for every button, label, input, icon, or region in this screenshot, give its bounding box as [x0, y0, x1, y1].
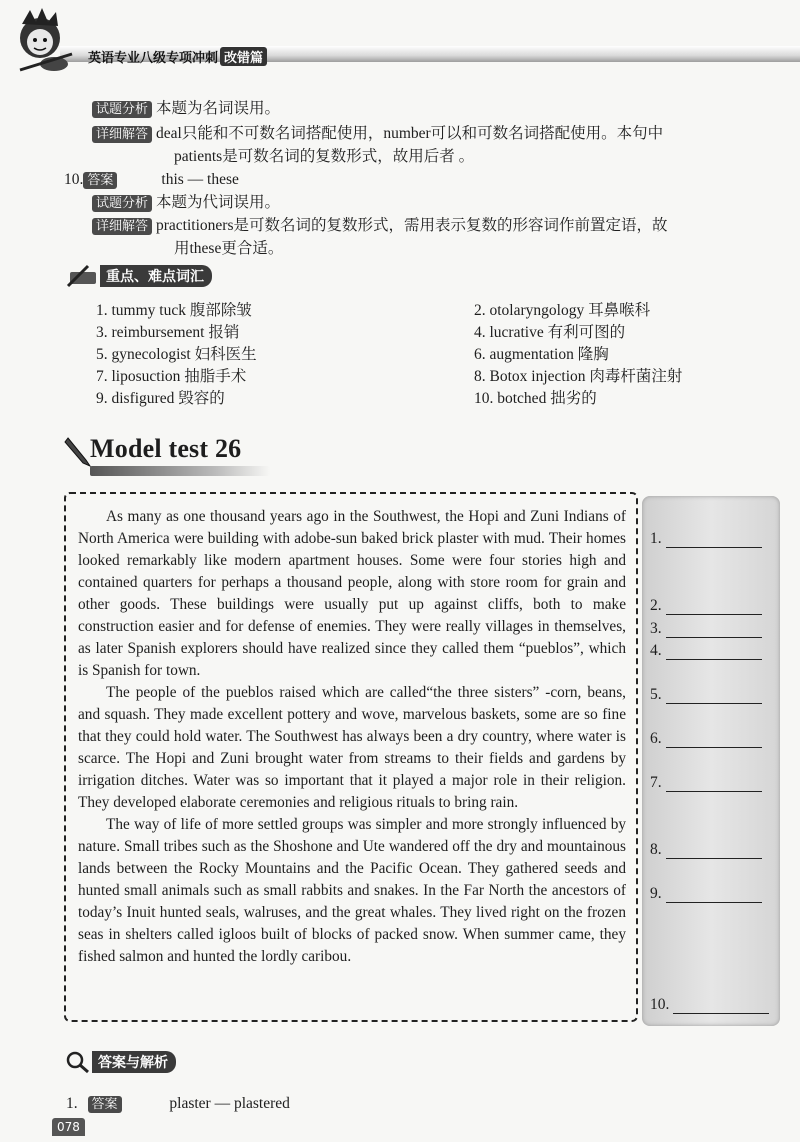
blank-number: 2. — [650, 597, 662, 614]
passage-paragraph: The people of the pueblos raised which are called“the three sisters” -corn, beans, and squash. They made excellent pottery and wove, marvelous baskets, some are so fine that they could hold water. The Southwest has always been a dry country, where water is scarce. The Hopi and Zuni brought water from streams to their fields and gardens by irrigation ditches. Water was so important that it played a major role in their religion. They developed elaborate ceremonies and religious rituals to bring rain. — [78, 684, 626, 811]
detail-9-row — [92, 122, 663, 145]
answer-tag: 答案 — [83, 172, 117, 189]
first-answer-number: 1. — [66, 1095, 78, 1112]
blank-line — [666, 733, 762, 748]
detail-9-row2 — [174, 145, 474, 168]
book-section-tag: 改错篇 — [220, 47, 267, 66]
detail-10-row — [92, 214, 668, 237]
blank-number: 1. — [650, 530, 662, 547]
analysis-tag: 试题分析 — [92, 195, 152, 212]
model-test-title: Model test 26 — [90, 434, 242, 463]
passage-paragraph: As many as one thousand years ago in the Southwest, the Hopi and Zuni Indians of North America were building with adobe-sun baked brick plaster with mud. Their homes looked remarkably like modern apartment houses. Some were four stories high and contained quarters for perhaps a thousand people, along with store room for grain and other goods. These buildings were usually put up against cliffs, both to make construction easier and for defense of enemies. They were really villages in themselves, as later Spanish explorers should have realized since they called them “pueblos”, which is Spanish for town. — [78, 508, 626, 679]
blank-number: 10. — [650, 996, 670, 1013]
blank-line — [666, 844, 762, 859]
blank-line — [666, 645, 762, 660]
detail-9-line1: deal只能和不可数名词搭配使用，number可以和可数名词搭配使用。本句中 — [156, 125, 664, 142]
answer-blank[interactable] — [650, 841, 762, 859]
blank-line — [673, 999, 769, 1014]
vocab-item: 4. lucrative 有利可图的 — [474, 324, 626, 341]
answers-heading-label: 答案与解析 — [92, 1051, 176, 1073]
detail-tag: 详细解答 — [92, 126, 152, 143]
title-underline — [90, 466, 270, 476]
answer-blank[interactable] — [650, 686, 762, 704]
detail-tag: 详细解答 — [92, 218, 152, 235]
answer-blank[interactable] — [650, 730, 762, 748]
vocab-item: 8. Botox injection 肉毒杆菌注射 — [474, 368, 683, 385]
analysis-9-text: 本题为名词误用。 — [156, 100, 281, 117]
answer-blank[interactable] — [650, 642, 762, 660]
detail-10-line2: 用these更合适。 — [174, 240, 284, 257]
answer-blank[interactable] — [650, 530, 762, 548]
mascot-icon — [2, 4, 82, 76]
detail-10-row2 — [174, 237, 283, 260]
blank-line — [666, 689, 762, 704]
vocab-item: 3. reimbursement 报销 — [96, 324, 240, 341]
blank-number: 7. — [650, 774, 662, 791]
blank-number: 6. — [650, 730, 662, 747]
vocab-item: 1. tummy tuck 腹部除皱 — [96, 302, 252, 319]
blank-number: 8. — [650, 841, 662, 858]
vocab-item: 10. botched 拙劣的 — [474, 390, 597, 407]
vocab-item: 6. augmentation 隆胸 — [474, 346, 609, 363]
vocab-item: 9. disfigured 毁容的 — [96, 390, 225, 407]
answers-heading — [64, 1050, 176, 1074]
first-answer-row — [66, 1092, 290, 1115]
first-answer-text: plaster — plastered — [169, 1095, 290, 1112]
blank-number: 4. — [650, 642, 662, 659]
blank-number: 9. — [650, 885, 662, 902]
blank-number: 5. — [650, 686, 662, 703]
blank-line — [666, 533, 762, 548]
blank-line — [666, 600, 762, 615]
blank-line — [666, 623, 762, 638]
answer-blank[interactable] — [650, 885, 762, 903]
vocab-heading — [66, 264, 212, 288]
answer-tag: 答案 — [88, 1096, 122, 1113]
answer-blank[interactable] — [650, 597, 762, 615]
magnifier-icon — [64, 1050, 92, 1074]
vocab-item: 5. gynecologist 妇科医生 — [96, 346, 257, 363]
passage — [78, 506, 626, 968]
blank-number: 3. — [650, 620, 662, 637]
analysis-10-text: 本题为代词误用。 — [156, 194, 281, 211]
analysis-9-row — [92, 97, 280, 120]
answer-10-text: this — these — [161, 171, 239, 188]
analysis-10-row — [92, 191, 280, 214]
answer-blank[interactable] — [650, 620, 762, 638]
book-title — [88, 47, 267, 66]
detail-9-line2: patients是可数名词的复数形式，故用后者 。 — [174, 148, 475, 165]
vocab-heading-label: 重点、难点词汇 — [100, 265, 212, 287]
page-number: 078 — [52, 1118, 85, 1136]
answer-10-number: 10. — [64, 171, 84, 188]
answer-blank[interactable] — [650, 996, 769, 1014]
answer-10-row — [64, 168, 239, 191]
detail-10-line1: practitioners是可数名词的复数形式，需用表示复数的形容词作前置定语，故 — [156, 217, 668, 234]
passage-paragraph: The way of life of more settled groups was simpler and more strongly influenced by nature. Small tribes such as the Shoshone and Ute wandered off the dry and mountainous lands between the Rocky Mountains and the Pacific Ocean. They gathered seeds and hunted small animals such as small rabbits and snakes. In the Far North the ancestors of today’s Inuit hunted seals, walruses, and the great whales. They lived right on the frozen seas in shelters called igloos built of blocks of packed snow. When summer came, they fished salmon and hunted the lordly caribou. — [78, 816, 626, 965]
answer-blank[interactable] — [650, 774, 762, 792]
blank-line — [666, 777, 762, 792]
blank-line — [666, 888, 762, 903]
vocab-item: 2. otolaryngology 耳鼻喉科 — [474, 302, 651, 319]
page-header — [0, 0, 800, 80]
analysis-tag: 试题分析 — [92, 101, 152, 118]
pencil-icon — [64, 434, 92, 468]
vocab-item: 7. liposuction 抽脂手术 — [96, 368, 247, 385]
answer-blanks-panel — [642, 496, 780, 1026]
pen-notebook-icon — [66, 264, 100, 288]
book-name: 英语专业八级专项冲刺 — [88, 51, 219, 66]
